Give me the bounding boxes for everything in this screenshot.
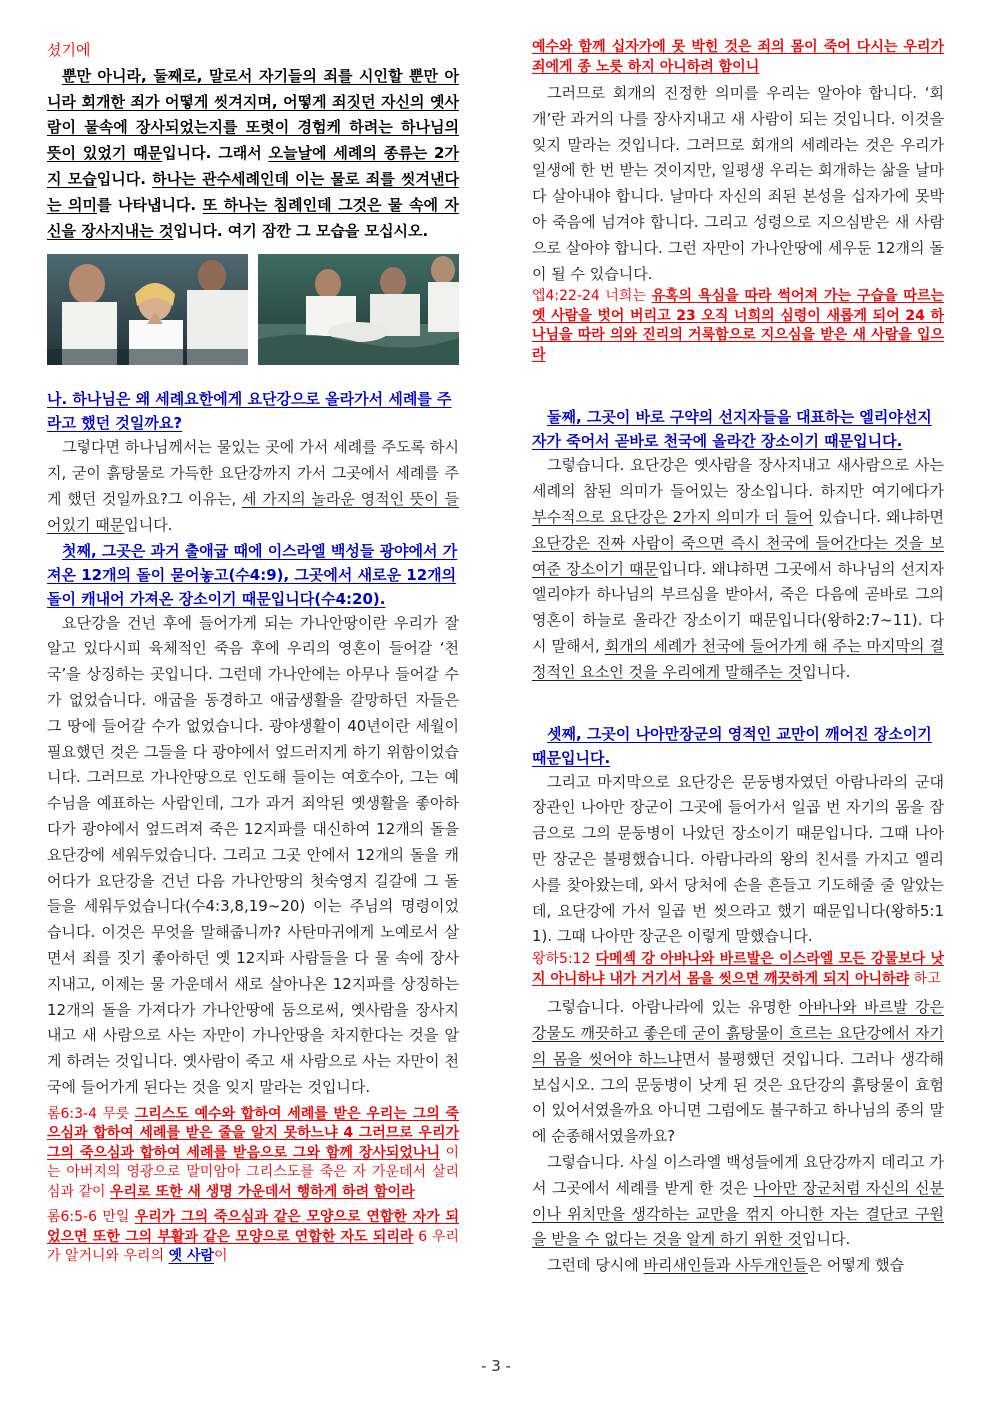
text-run: 입니다.	[802, 1230, 851, 1249]
verse-highlight: 옛 사람	[168, 1248, 214, 1265]
text-run: 입니다.	[96, 169, 153, 188]
section-heading-first: 첫째, 그곳은 과거 출애굽 때에 이스라엘 백성들 광야에서 가져온 12개의 돌이 묻어놓고(수4:9), 그곳에서 새로운 12개의 돌이 캐내어 가져온 장소이기 때문입니다(수4:20).	[47, 541, 458, 608]
text-run: 입니다. 그래서	[162, 144, 269, 163]
text-run: 그렇습니다. 사실 이스라엘 백성들에게 요단강까지 데리고 가서 그곳에서 세례를 받게 한 것은	[532, 1152, 944, 1197]
underlined-text: 아바나와 바르발 강은 강물도 깨끗하고 좋은데 굳이 흙탕물이 흐르는 요단강에서 자기의 몸을 씻어야 하느냐	[532, 998, 944, 1068]
paragraph-naaman-complaint	[532, 995, 944, 1150]
baptism-photo-pouring	[47, 254, 248, 365]
verse-text: 그리스도 예수와 합하여 세례를 받은 우리는 그의 죽으심과 합하여 세례를 받은 줄을 알지 못하느냐 4 그러므로 우리가 그의 죽으심과 합하여 세례를 받음으로 그와 함께 장사되었나니	[47, 1105, 460, 1161]
verse-romans-6-3	[47, 1105, 459, 1203]
baptism-photos	[47, 254, 459, 365]
verse-romans-6-5	[47, 1208, 459, 1267]
underlined-text: 뿐만 아니라, 둘째로, 말로서 자기들의 죄를 시인할 뿐만 아니라 회개한 죄가 어떻게 씻겨지며, 어떻게 죄짓던 자신의 옛사람이 물속에 장사되었는지를 또렷이 경험케 하려는 하나님의 뜻이 있었기 때문	[47, 66, 459, 163]
text-run: 를 나타냅니다.	[96, 195, 203, 214]
right-column	[532, 38, 944, 1279]
verse-text: 예수와 함께 십자가에 못 박힌 것은 죄의 몸이 죽어 다시는 우리가 죄에게 종 노릇 하지 아니하려 함이니	[532, 39, 944, 75]
underlined-text: 세 가지의 놀라운 영적인 뜻이 들어있기 때문	[47, 489, 459, 534]
text-run: 그런데 당시에	[547, 1256, 644, 1275]
underlined-text: 하나는 관수세례인데 이는 물로 죄를 씻겨낸다는 의미	[47, 169, 459, 214]
verse-text: 우리로 또한 새 생명 가운데서 행하게 하려 함이라	[110, 1183, 415, 1200]
verse-text-plain: 이	[214, 1248, 228, 1265]
verse-ref: 엡4:22-24 너희는	[532, 288, 652, 305]
spacer	[532, 365, 944, 405]
text-run: 있습니다. 왜냐하면	[813, 507, 944, 526]
section-heading-third: 셋째, 그곳이 나아만장군의 영적인 교만이 깨어진 장소이기 때문입니다.	[532, 724, 932, 767]
verse-text: 우리가 그의 죽으심과 같은 모양으로 연합한 자가 되었으면 또한 그의 부활과 같은 모양으로 연합한 자도 되리라	[47, 1209, 460, 1245]
left-column	[47, 38, 459, 1267]
text-run: 입니다. 여기 잠깐 그 모습을 모십시오.	[173, 221, 429, 240]
underlined-text: 오늘날에 세례의 종류는 2가지 모습	[47, 144, 459, 188]
underlined-text: 요단강은 진짜 사람이 죽으면 즉시 천국에 들어간다는 것을 보여준 장소이기 때문	[532, 533, 944, 578]
underlined-text: 또 하나는 침례인데 그것은 물 속에 자신을 장사지내는 것	[47, 195, 460, 240]
paragraph-repentance: 그러므로 회개의 진정한 의미를 우리는 알아야 합니다. ‘회개’란 과거의 나를 장사지내고 새 사람이 되는 것입니다. 이것을 잊지 말라는 것입니다. 그러므로 회개의 세례라는 것은 우리가 일생에 한 번 받는 것이지만, 일평생 우리는 회개하는 삶을 날마다 살아내야 합니다. 날마다 자신의 죄된 본성을 십자가에 못박아 죽음에 넘겨야 합니다. 그리고 성령으로 지으심받은 새 사람으로 살아야 합니다. 그런 자만이 가나안땅에 세우둔 12개의 돌이 될 수 있습니다.	[532, 84, 944, 283]
verse-text: 유혹의 욕심을 따라 썩어져 가는 구습을 따르는 옛 사람을 벗어 버리고 23 오직 너희의 심령이 새롭게 되어 24 하나님을 따라 의와 진리의 거룩함으로 지으심을 받은 새 사람을 입으라	[532, 288, 944, 363]
underlined-text: 나아만 장군처럼 자신의 신분이나 위치만을 생각하는 교만을 꺾지 아니한 자는 결단코 구원을 받을 수 없다는 것을 알게 하기 위한 것	[532, 1178, 945, 1249]
paragraph-three-reasons	[47, 435, 459, 538]
text-run: 입니다.	[124, 515, 173, 534]
text-run: 은 어떻게 했습	[807, 1256, 905, 1275]
verse-ref: 롬6:3-4 무릇	[47, 1105, 135, 1122]
verse-ephesians-4-22	[532, 287, 944, 365]
underlined-text: 회개의 세례가 천국에 들어가게 해 주는 마지막의 결정적인 요소인 것을 우리에게 말해주는 것	[532, 636, 945, 681]
continuation-text: 셨기에	[47, 41, 91, 59]
section-heading-second: 둘째, 그곳이 바로 구약의 선지자들을 대표하는 엘리야선지자가 죽어서 곧바로 천국에 올라간 장소이기 때문입니다.	[532, 408, 932, 451]
text-run: 입니다.	[802, 662, 851, 681]
verse-romans-6-6-cont	[532, 38, 944, 77]
section-heading-na: 나. 하나님은 왜 세례요한에게 요단강으로 올라가서 세례를 주라고 했던 것일까요?	[47, 390, 452, 433]
verse-text-plain: 이는 아버지의 영광으로 말미암아 그리스도를 죽은 자 가운데서 살리심과 같이	[47, 1144, 459, 1200]
text-run: 그렇습니다. 요단강은 옛사람을 장사지내고 새사람으로 사는 세례의 참된 의미가 들어있는 장소입니다. 하지만 여기에다가	[532, 456, 944, 501]
verse-text-plain: 하고	[909, 970, 941, 987]
spacer	[532, 686, 944, 722]
verse-ref: 왕하5:12	[532, 951, 596, 968]
paragraph-naaman: 그리고 마지막으로 요단강은 문둥병자였던 아람나라의 군대장관인 나아만 장군이 그곳에 들어가서 일곱 번 자기의 몸을 잠금으로 그의 문둥병이 나았던 장소이기 때문입니다. 그때 나아만 장군은 불평했습니다. 아람나라의 왕의 친서를 가지고 엘리사를 찾아왔는데, 와서 당처에 손을 흔들고 기도해줄 줄 알았는데, 요단강에 가서 일곱 번 씻으라고 했기 때문입니다(왕하5:11). 그때 나아만 장군은 이렇게 말했습니다.	[532, 772, 944, 946]
page-number: - 3 -	[481, 1357, 511, 1375]
text-run: 그렇다면 하나님께서는 물있는 곳에 가서 세례를 주도록 하시지, 굳이 흙탕물로 가득한 요단강까지 가서 그곳에서 세례를 주게 했던 것일까요?그 이유는,	[47, 438, 459, 508]
text-run: 그렇습니다. 아람나라에 있는 유명한	[547, 998, 799, 1017]
text-run: 입니다. 왜냐하면 그곳에서 하나님의 선지자 엘리야가 하나님의 부르심을 받아서, 죽은 다음에 곧바로 그의 영혼이 하늘로 올라간 장소이기 때문입니다(왕하2:7~11). 다시 말해서,	[532, 559, 944, 655]
paragraph-pharisees	[532, 1253, 944, 1279]
paragraph-meaning-of-baptism	[47, 64, 459, 245]
paragraph-canaan: 요단강을 건넌 후에 들어가게 되는 가나안땅이란 우리가 잘 알고 있다시피 육체적인 죽음 후에 우리의 영혼이 들어갈 ‘천국’을 상징하는 곳입니다. 그런데 가나안에는 아무나 들어갈 수가 없었습니다. 애굽을 동경하고 애굽생활을 갈망하던 자들은 그 땅에 들어갈 수가 없었습니다. 광야생활이 40년이란 세월이 필요했던 것은 그들을 다 광야에서 엎드러지게 하기 위함이었습니다. 그러므로 가나안땅으로 인도해 들이는 여호수아, 그는 예수님을 예표하는 사람인데, 그가 과거 죄악된 옛생활을 좋아하다가 광야에서 엎드려져 죽은 12지파를 대신하여 12개의 돌을 요단강에 세워두었습니다. 그리고 그곳 안에서 12개의 돌을 캐어다가 요단강을 건넌 다음 가나안땅의 첫숙영지 길갈에 그 돌들을 세워두었습니다(수4:3,8,19~20) 이는 주님의 명령이었습니다. 이것은 무엇을 말해줍니까? 사탄마귀에게 노예로서 살면서 죄를 짓기 좋아하던 옛 12지파 사람들을 다 물 속에 장사지내고, 이제는 물 가운데서 새로 살아나온 12지파를 상징하는 12개의 돌을 가져다가 가나안땅에 둠으로써, 옛사람을 장사지내고 새 사람으로 사는 자만이 가나안땅을 차지한다는 것을 알게 하려는 것입니다. 옛사람이 죽고 새 사람으로 사는 자만이 천국에 들어가게 된다는 것을 잊지 말라는 것입니다.	[47, 613, 459, 1096]
text-run: 면서 불평했던 것입니다. 그러나 생각해 보십시오. 그의 문둥병이 낫게 된 것은 요단강의 흙탕물이 효험이 있어서였을까요 아니면 그럼에도 불구하고 하나님의 종의 말에 순종해서였을까요?	[532, 1049, 944, 1146]
verse-2kings-5-12	[532, 950, 944, 989]
verse-text: 다메섹 강 아바나와 바르발은 이스라엘 모든 강물보다 낫지 아니하냐 내가 거기서 몸을 씻으면 깨끗하게 되지 아니하랴	[532, 951, 945, 987]
paragraph-pride	[532, 1150, 944, 1253]
baptism-photo-immersion	[258, 254, 459, 365]
verse-text-plain: 6 우리가 알거니와 우리의	[47, 1228, 459, 1265]
verse-ref: 롬6:5-6 만일	[47, 1209, 135, 1226]
paragraph-elijah	[532, 453, 944, 685]
underlined-text: 바리새인들과 사두개인들	[643, 1256, 808, 1275]
underlined-text: 부수적으로 요단강은 2가지 의미가 더 들어	[532, 507, 814, 526]
